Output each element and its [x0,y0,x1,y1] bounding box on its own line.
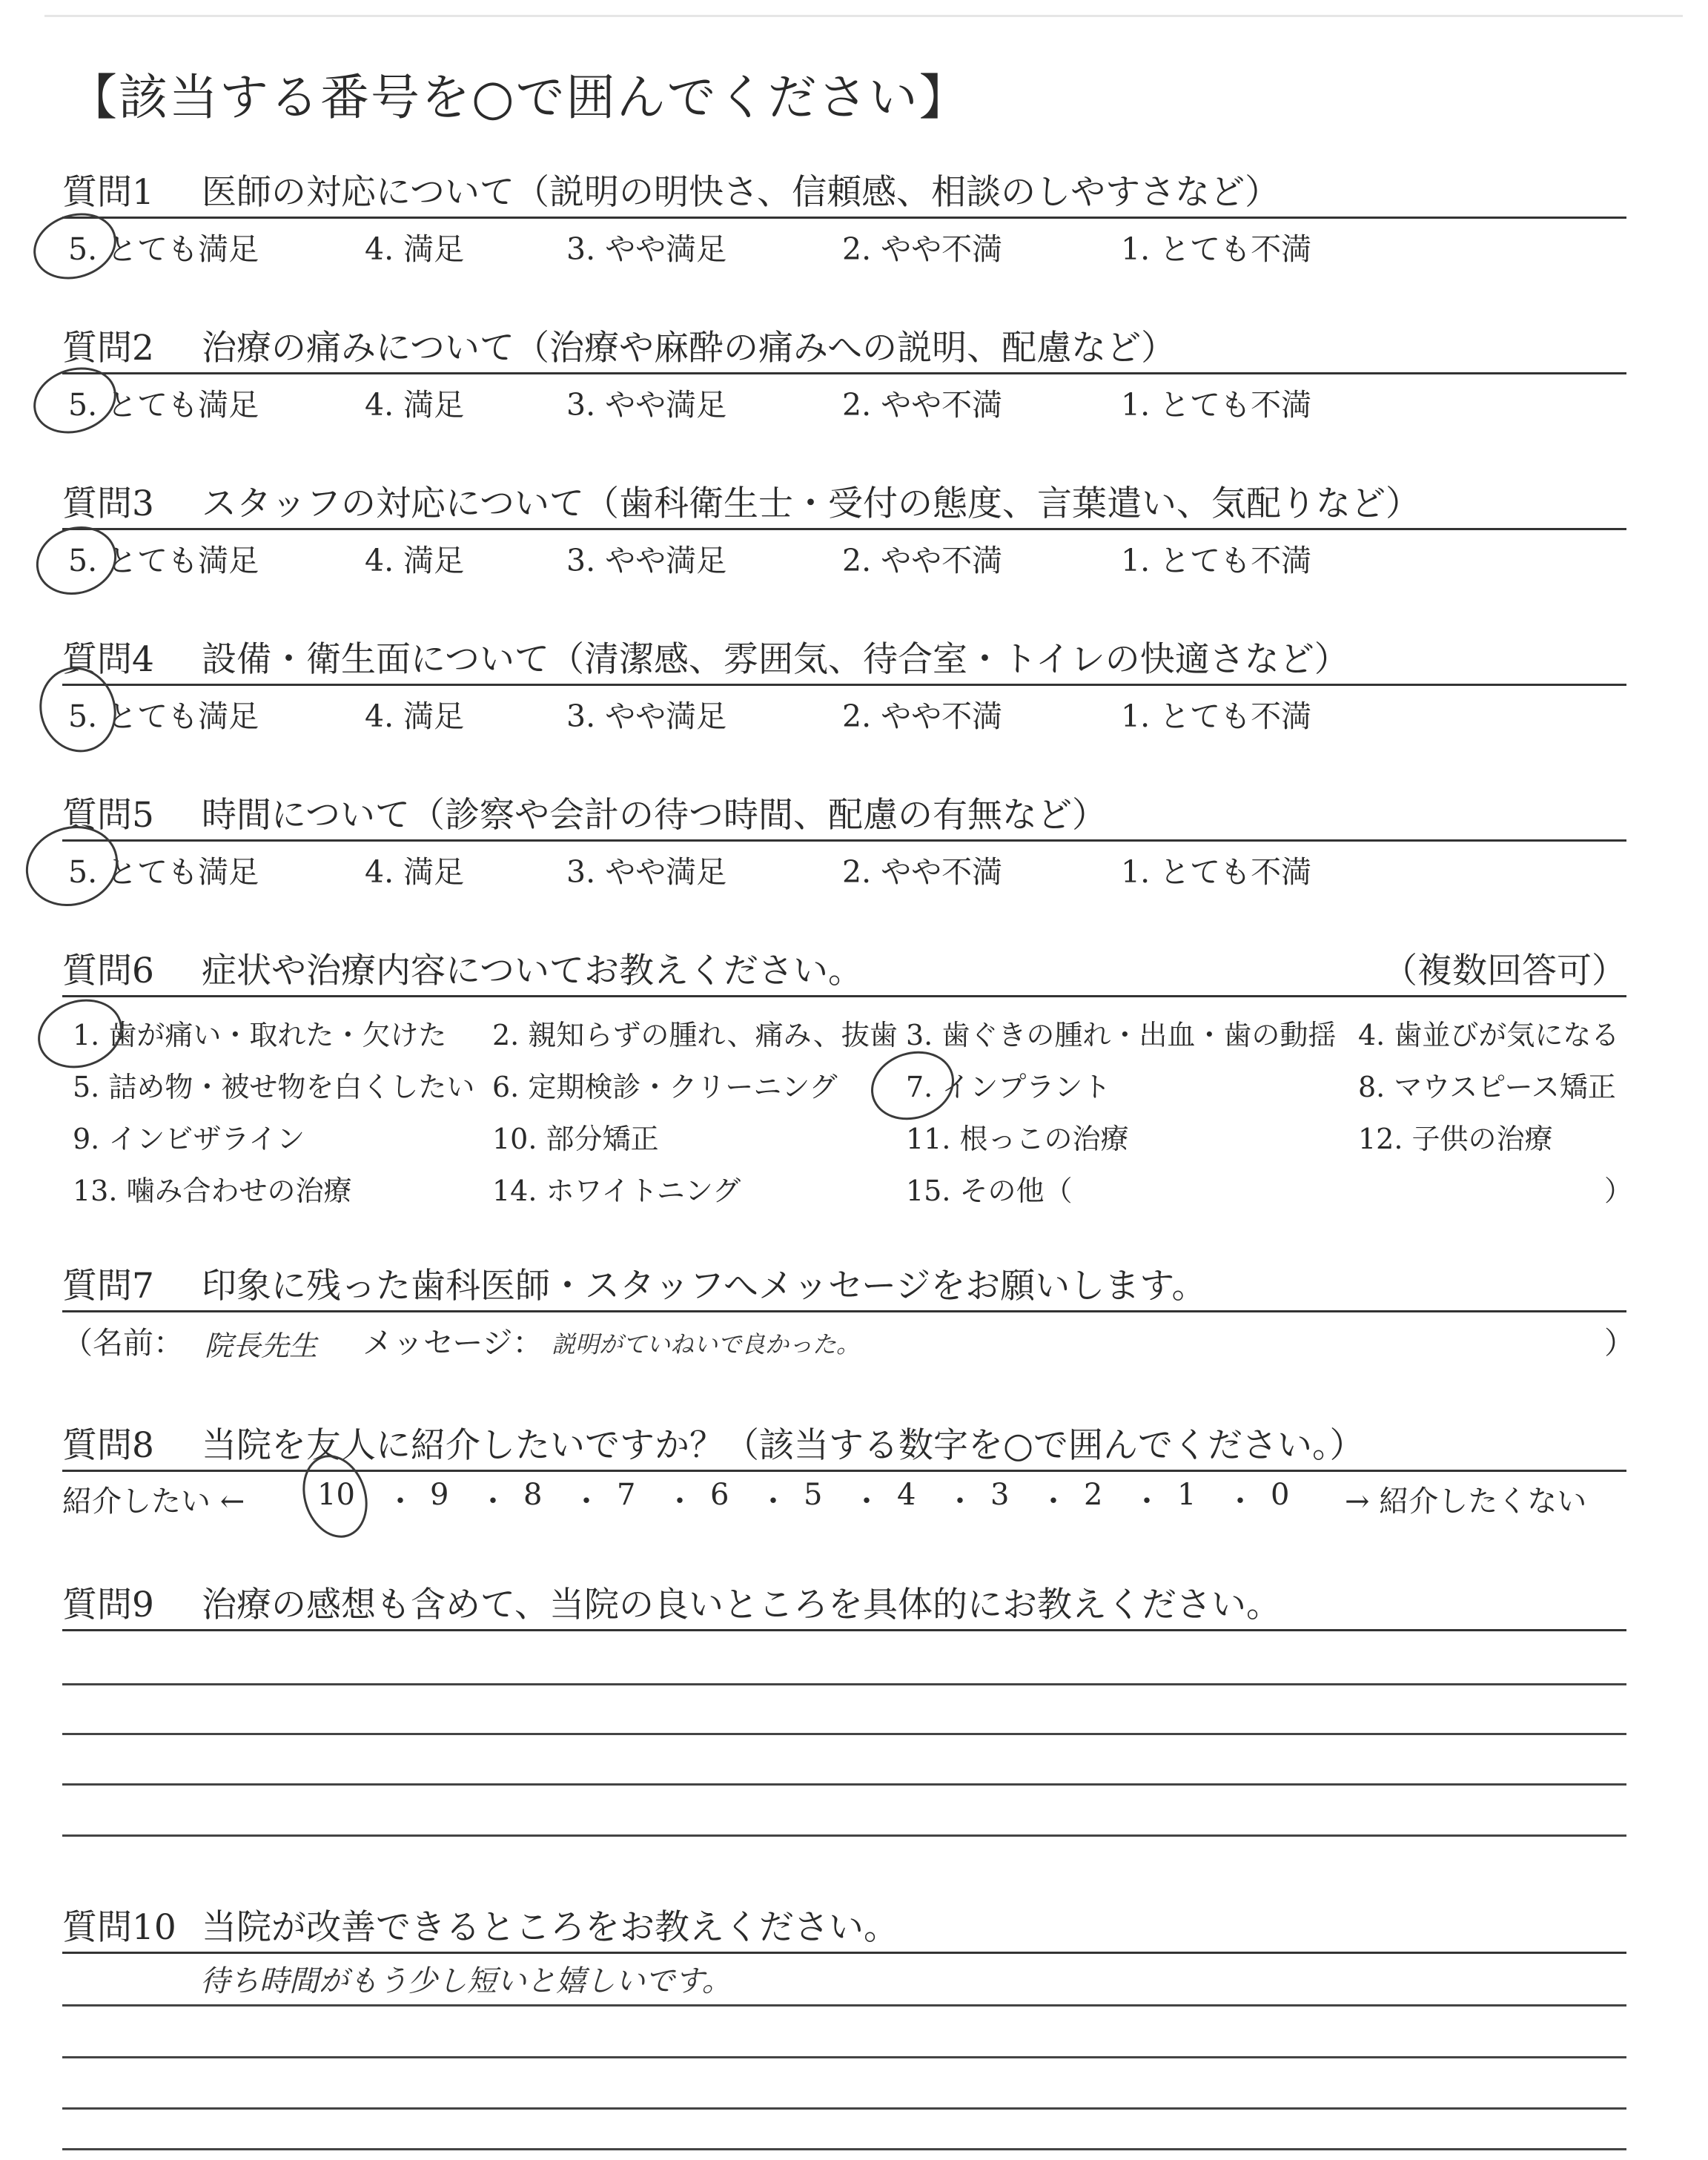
q1-option-4[interactable]: 4. 満足 [365,231,465,267]
question-2 [62,308,1626,426]
q6-option-8[interactable]: 8. マウスピース矯正 [1358,1071,1616,1103]
question-7-answer-row [62,1312,1635,1364]
question-4-number: 質問4 [62,639,154,680]
q8-number-10[interactable]: 10 [317,1478,355,1512]
q2-option-1[interactable]: 1. とても不満 [1121,387,1312,423]
q5-option-3[interactable]: 3. やや満足 [566,854,727,890]
question-1 [62,152,1626,271]
q3-selection-circle [27,516,125,605]
q8-separator: ・ [572,1484,601,1519]
q6-option-13[interactable]: 13. 噛み合わせの治療 [73,1175,352,1207]
question-10-text: 当院が改善できるところをお教えください。 [202,1907,898,1948]
question-4 [62,619,1626,738]
q3-option-1[interactable]: 1. とても不満 [1121,543,1312,578]
q8-number-7[interactable]: 7 [617,1478,636,1512]
question-6-number: 質問6 [62,951,154,991]
question-7-text: 印象に残った歯科医師・スタッフへメッセージをお願いします。 [202,1266,1207,1307]
q8-number-8[interactable]: 8 [523,1478,543,1512]
q10-write-line[interactable] [62,2148,1626,2150]
question-6-header [62,931,1626,997]
q8-separator: ・ [1132,1484,1162,1519]
question-4-header [62,619,1626,686]
q8-number-3[interactable]: 3 [990,1478,1010,1512]
q9-write-line[interactable] [62,1834,1626,1837]
question-8-text: 当院を友人に紹介したいですか？（該当する数字を○で囲んでください。） [202,1425,1365,1466]
q8-number-5[interactable]: 5 [804,1478,823,1512]
question-9-text: 治療の感想も含めて、当院の良いところを具体的にお教えください。 [202,1585,1282,1625]
q8-left-label: 紹介したい ← [62,1484,245,1519]
q9-write-line[interactable] [62,1683,1626,1685]
q8-separator: ・ [665,1484,695,1519]
question-4-options [62,686,1626,738]
question-5-header [62,775,1626,842]
q10-write-line[interactable] [62,2004,1626,2007]
q3-option-2[interactable]: 2. やや不満 [842,543,1003,578]
q8-separator: ・ [1225,1484,1255,1519]
q6-option-15-close: ） [1604,1175,1633,1207]
question-8-scale [62,1472,1626,1524]
q6-option-4[interactable]: 4. 歯並びが気になる [1358,1019,1620,1051]
question-9-rule [62,1629,1626,1631]
question-3-number: 質問3 [62,483,154,524]
question-8 [62,1405,1626,1524]
q8-number-1[interactable]: 1 [1177,1478,1196,1512]
q8-number-2[interactable]: 2 [1084,1478,1103,1512]
question-5 [62,775,1626,894]
question-2-number: 質問2 [62,328,154,369]
q4-option-3[interactable]: 3. やや満足 [566,698,727,734]
question-6 [62,931,1633,1212]
q8-number-0[interactable]: 0 [1271,1478,1290,1512]
question-7-header [62,1246,1626,1312]
question-5-number: 質問5 [62,795,154,836]
q1-option-2[interactable]: 2. やや不満 [842,231,1003,267]
question-10-header [62,1887,1626,1954]
q6-option-9[interactable]: 9. インビザライン [73,1123,305,1155]
question-9-number: 質問9 [62,1585,154,1625]
page-title: 【該当する番号を○で囲んでください】 [68,69,970,126]
q8-separator: ・ [385,1484,415,1519]
question-3-options [62,530,1626,582]
question-1-options [62,219,1626,271]
q6-option-1[interactable]: 1. 歯が痛い・取れた・欠けた [73,1019,447,1051]
q2-option-5[interactable]: 5. とても満足 [68,387,259,423]
q4-option-5[interactable]: 5. とても満足 [68,698,259,734]
question-3 [62,463,1626,582]
q4-option-4[interactable]: 4. 満足 [365,698,465,734]
q5-option-2[interactable]: 2. やや不満 [842,854,1003,890]
q10-write-line[interactable] [62,2056,1626,2058]
question-3-header [62,463,1626,530]
q6-option-3[interactable]: 3. 歯ぐきの腫れ・出血・歯の動揺 [906,1019,1337,1051]
question-2-text: 治療の痛みについて（治療や麻酔の痛みへの説明、配慮など） [202,328,1176,369]
q10-answer[interactable]: 待ち時間がもう少し短いと嬉しいです。 [200,1964,732,1998]
question-7 [62,1246,1635,1364]
q9-write-line[interactable] [62,1783,1626,1786]
q1-option-3[interactable]: 3. やや満足 [566,231,727,267]
q2-option-3[interactable]: 3. やや満足 [566,387,727,423]
q6-option-2[interactable]: 2. 親知らずの腫れ、痛み、抜歯 [492,1019,898,1051]
q7-close-paren: ） [1604,1325,1635,1361]
question-6-note: （複数回答可） [1383,951,1626,991]
q8-separator: ・ [945,1484,975,1519]
question-10 [62,1887,1626,1954]
q7-name-value[interactable]: 院長先生 [205,1330,318,1362]
question-2-header [62,308,1626,374]
q1-option-1[interactable]: 1. とても不満 [1121,231,1312,267]
question-10-rule [62,1952,1626,1954]
q5-option-5[interactable]: 5. とても満足 [68,854,259,890]
q4-option-2[interactable]: 2. やや不満 [842,698,1003,734]
question-8-header [62,1405,1626,1472]
question-5-text: 時間について（診察や会計の待つ時間、配慮の有無など） [202,795,1108,836]
q8-separator: ・ [478,1484,508,1519]
q2-option-2[interactable]: 2. やや不満 [842,387,1003,423]
q7-message-value[interactable]: 説明がていねいで良かった。 [552,1330,861,1358]
question-8-number: 質問8 [62,1425,154,1466]
question-9 [62,1565,1626,1631]
question-6-text: 症状や治療内容についてお教えください。 [202,951,864,991]
q8-number-9[interactable]: 9 [430,1478,449,1512]
question-1-number: 質問1 [62,172,154,213]
q1-option-5[interactable]: 5. とても満足 [68,231,259,267]
question-10-number: 質問10 [62,1907,176,1948]
q8-separator: ・ [758,1484,788,1519]
page-top-edge [44,15,1683,17]
question-7-number: 質問7 [62,1266,154,1307]
q7-name-label: （名前： [62,1325,184,1361]
q8-number-4[interactable]: 4 [897,1478,916,1512]
question-9-header [62,1565,1626,1631]
q6-option-12[interactable]: 12. 子供の治療 [1358,1123,1553,1155]
q5-option-4[interactable]: 4. 満足 [365,854,465,890]
q2-option-4[interactable]: 4. 満足 [365,387,465,423]
q10-write-line[interactable] [62,2107,1626,2110]
q8-number-6[interactable]: 6 [710,1478,729,1512]
q6-option-6[interactable]: 6. 定期検診・クリーニング [492,1071,838,1103]
q3-option-5[interactable]: 5. とても満足 [68,543,259,578]
q6-option-15[interactable]: 15. その他（ [906,1175,1073,1207]
q6-option-10[interactable]: 10. 部分矯正 [492,1123,659,1155]
q3-option-4[interactable]: 4. 満足 [365,543,465,578]
q5-option-1[interactable]: 1. とても不満 [1121,854,1312,890]
question-4-text: 設備・衛生面について（清潔感、雰囲気、待合室・トイレの快適さなど） [202,639,1349,680]
q8-separator: ・ [1039,1484,1068,1519]
question-2-options [62,374,1626,426]
question-1-text: 医師の対応について（説明の明快さ、信頼感、相談のしやすさなど） [202,172,1280,213]
q6-option-5[interactable]: 5. 詰め物・被せ物を白くしたい [73,1071,475,1103]
q3-option-3[interactable]: 3. やや満足 [566,543,727,578]
question-5-options [62,842,1626,894]
q6-option-14[interactable]: 14. ホワイトニング [492,1175,741,1207]
q7-message-label: メッセージ： [363,1325,543,1361]
q6-option-11[interactable]: 11. 根っこの治療 [906,1123,1129,1155]
q6-option-7[interactable]: 7. インプラント [906,1071,1111,1103]
question-3-text: スタッフの対応について（歯科衛生士・受付の態度、言葉遣い、気配りなど） [202,483,1421,524]
q8-right-label: → 紹介したくない [1345,1484,1587,1519]
q4-option-1[interactable]: 1. とても不満 [1121,698,1312,734]
q9-write-line[interactable] [62,1733,1626,1735]
question-6-options [62,997,1633,1212]
question-1-header [62,152,1626,219]
q8-separator: ・ [852,1484,881,1519]
